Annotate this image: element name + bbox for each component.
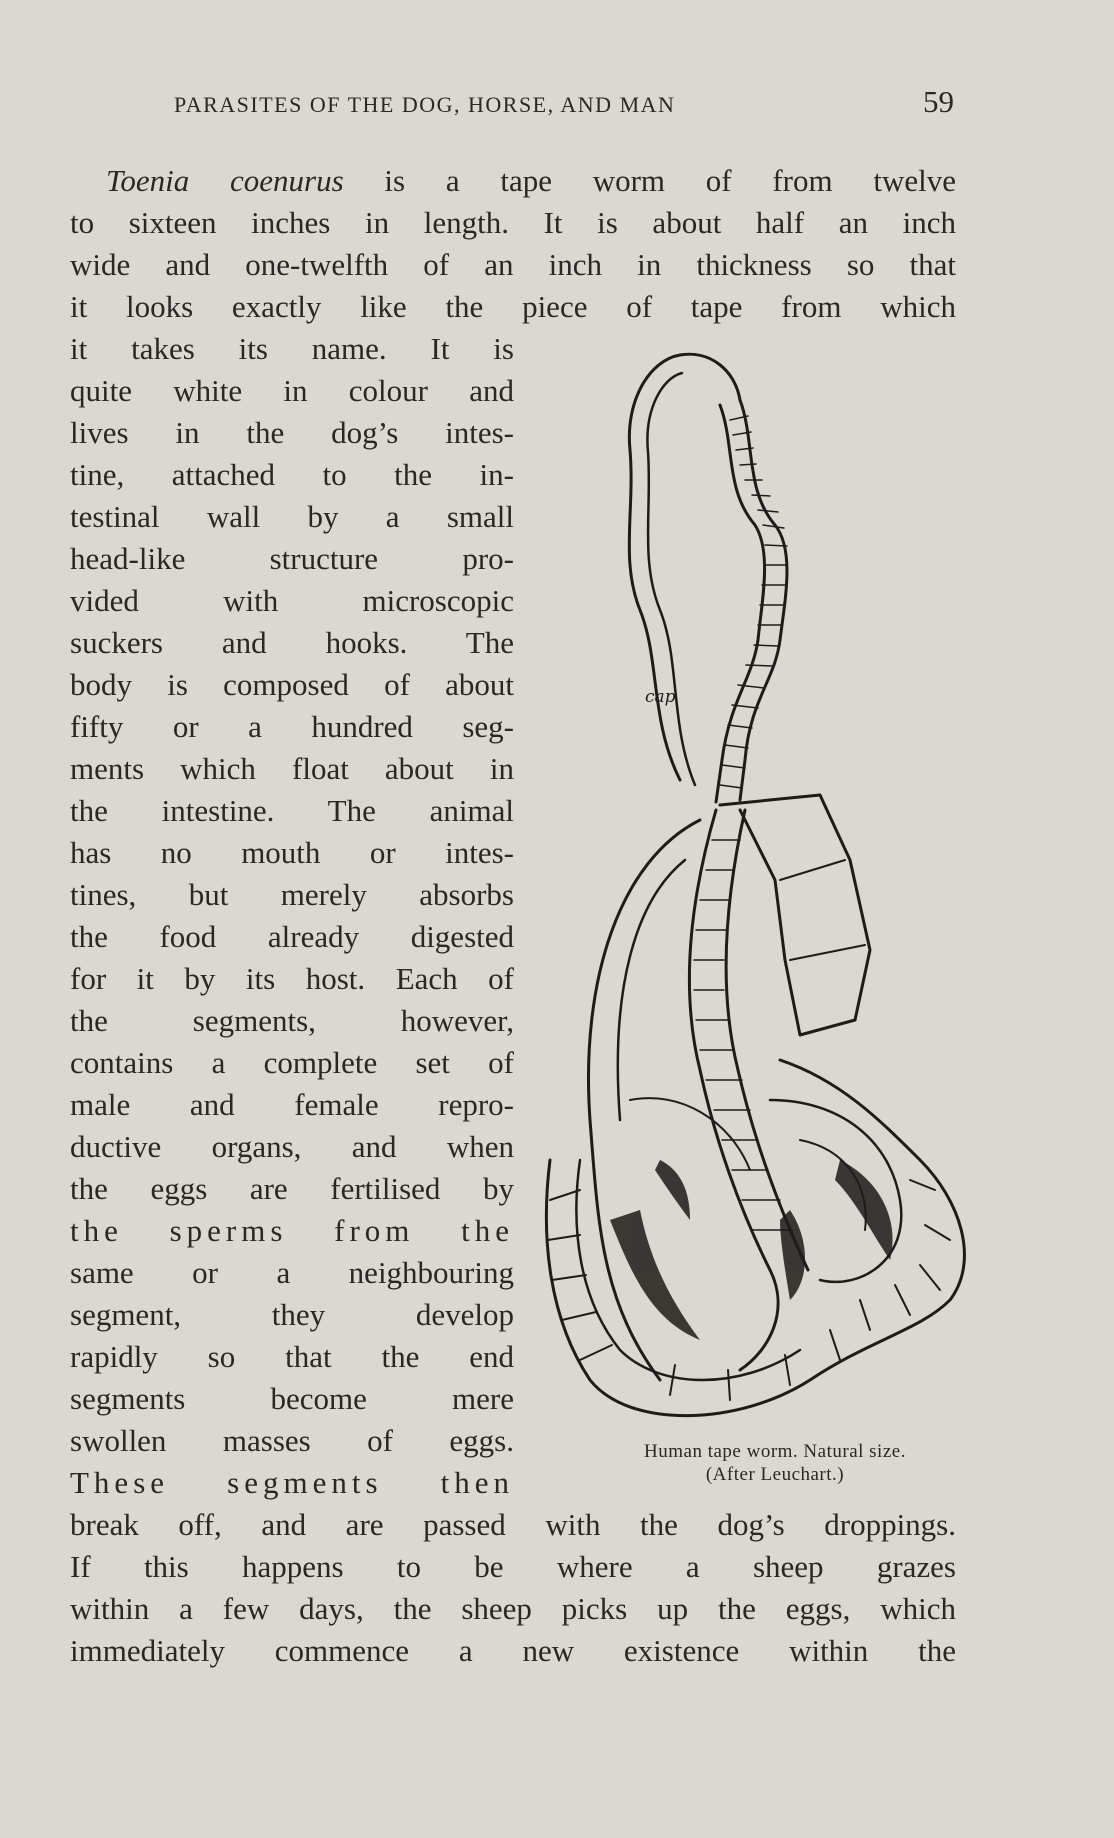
text-line: segment, they develop (70, 1297, 514, 1332)
text-line: the sperms from the (70, 1213, 514, 1248)
text-line: contains a complete set of (70, 1045, 514, 1080)
text-line: has no mouth or intes- (70, 835, 514, 870)
text-line: male and female repro- (70, 1087, 514, 1122)
text-line: If this happens to be where a sheep grazes (70, 1549, 956, 1584)
text-line: immediately commence a new existence within the (70, 1633, 956, 1668)
text-line: segments become mere (70, 1381, 514, 1416)
text-line: same or a neighbouring (70, 1255, 514, 1290)
text-line: vided with microscopic (70, 583, 514, 618)
text-line (106, 160, 956, 202)
figure-caption (560, 1440, 990, 1486)
text-line: lives in the dog’s intes- (70, 415, 514, 450)
caption-line: (After Leuchart.) (705, 1464, 845, 1485)
caption-line: Human tape worm. Natural size. (644, 1441, 906, 1462)
text-line: body is composed of about (70, 667, 514, 702)
text-line: it takes its name. It is (70, 331, 514, 366)
text-line: fifty or a hundred seg- (70, 709, 514, 744)
text-line: for it by its host. Each of (70, 961, 514, 996)
text-line: the eggs are fertilised by (70, 1171, 514, 1206)
figure-label: cap (645, 687, 676, 707)
tapeworm-illustration (540, 340, 1020, 1430)
running-head (174, 84, 954, 128)
text-line: it looks exactly like the piece of tape from which (70, 289, 956, 324)
text-line: swollen masses of eggs. (70, 1423, 514, 1458)
running-title: PARASITES OF THE DOG, HORSE, AND MAN (174, 92, 676, 117)
page-number: 59 (923, 84, 954, 119)
text-line: testinal wall by a small (70, 499, 514, 534)
text-line: quite white in colour and (70, 373, 514, 408)
text-line: break off, and are passed with the dog’s droppings. (70, 1507, 956, 1542)
text-line: to sixteen inches in length. It is about half an inch (70, 205, 956, 240)
text-line: ments which float about in (70, 751, 514, 786)
text-line: within a few days, the sheep picks up the eggs, which (70, 1591, 956, 1626)
text-line: wide and one-twelfth of an inch in thickness so that (70, 247, 956, 282)
text-line: the food already digested (70, 919, 514, 954)
text-line: suckers and hooks. The (70, 625, 514, 660)
text-line: the segments, however, (70, 1003, 514, 1038)
text-line: tine, attached to the in- (70, 457, 514, 492)
text-line: rapidly so that the end (70, 1339, 514, 1374)
text-line: ductive organs, and when (70, 1129, 514, 1164)
text-line: tines, but merely absorbs (70, 877, 514, 912)
text-line: These segments then (70, 1465, 514, 1500)
line-text: is a tape worm of from twelve (343, 163, 956, 198)
text-line: head-like structure pro- (70, 541, 514, 576)
species-name: Toenia coenurus (106, 163, 344, 198)
text-line: the intestine. The animal (70, 793, 514, 828)
